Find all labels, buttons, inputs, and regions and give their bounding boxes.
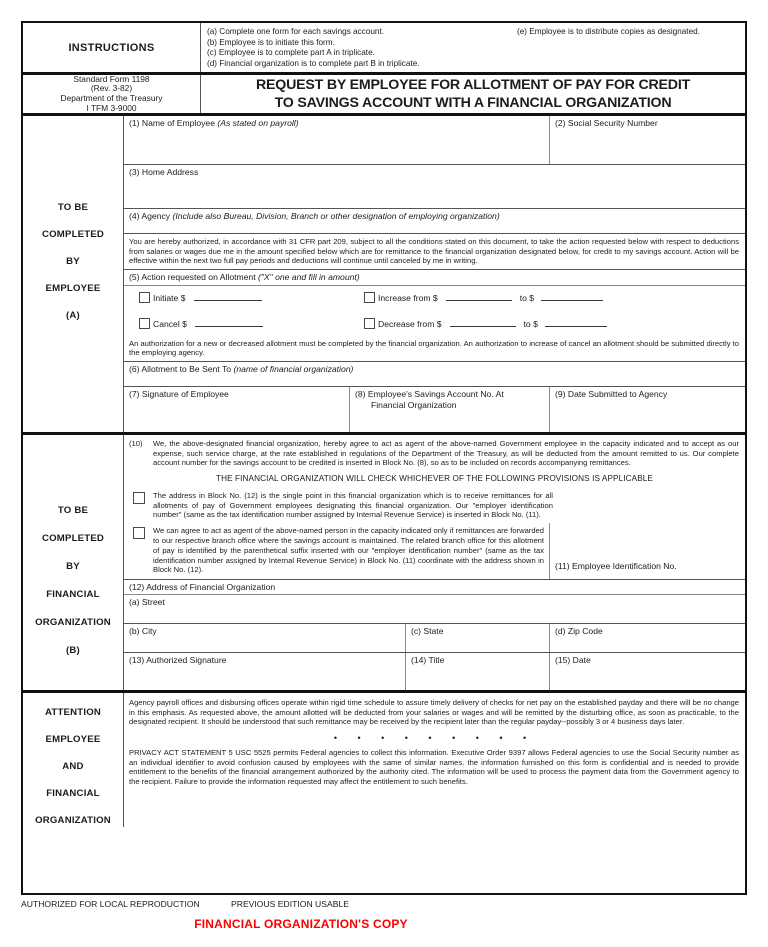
row-authorized-signature-title-date bbox=[124, 653, 745, 690]
attention-label-line-2: EMPLOYEE bbox=[45, 734, 101, 746]
authorization-paragraph: You are hereby authorized, in accordance with 31 CFR part 209, subject to all the conditions stated on this document, to take the action requested below with respect to deductions from salaries or wages due me in the amount specified below which are for remittance to the financial organization designated below, for credit to my savings account. Action will be effective within the next two full pay periods and deductions will continue until canceled by me in writing. bbox=[124, 234, 745, 270]
attention-label-line-3: AND bbox=[62, 761, 84, 773]
field-5-header bbox=[124, 270, 745, 286]
instructions-body bbox=[201, 23, 745, 72]
provision-1-text: The address in Block No. (12) is the single point in this financial organization which is to receive remittances for all allotments of pay of Government employees designating this financial organization. Our "employer identification number" (same as the tax identification number assigned by Internal Revenue Service) is inserted in Block No. (11). bbox=[153, 490, 553, 520]
field-12c-label: (c) State bbox=[411, 626, 444, 637]
action-row-cancel-decrease bbox=[124, 311, 745, 337]
instruction-item-b: (b) Employee is to initiate this form. bbox=[207, 37, 335, 47]
instruction-item-a: (a) Complete one form for each savings account. bbox=[207, 27, 385, 36]
instructions-heading: INSTRUCTIONS bbox=[68, 41, 155, 54]
field-employee-identification-no[interactable] bbox=[550, 523, 745, 579]
provision-1[interactable] bbox=[124, 488, 745, 523]
initiate-amount-line[interactable] bbox=[194, 292, 262, 301]
initiate-label: Initiate $ bbox=[153, 293, 186, 304]
field-8-label-line1: (8) Employee's Savings Account No. At bbox=[355, 388, 504, 399]
field-date-submitted[interactable] bbox=[550, 387, 745, 432]
cancel-label: Cancel $ bbox=[153, 318, 187, 329]
attention-section bbox=[23, 693, 745, 827]
row-name-ssn bbox=[124, 116, 745, 165]
section-a-side-label bbox=[23, 116, 124, 432]
copy-designation: FINANCIAL ORGANIZATION'S COPY bbox=[194, 917, 408, 931]
form-number: Standard Form 1198 bbox=[73, 73, 150, 84]
field-title[interactable] bbox=[406, 653, 550, 690]
form-outer-frame bbox=[21, 21, 747, 895]
field-13-label: (13) Authorized Signature bbox=[129, 655, 227, 666]
instructions-right-column bbox=[507, 27, 739, 72]
decrease-checkbox[interactable] bbox=[364, 318, 375, 329]
field-10-paragraph: We, the above-designated financial organization, hereby agree to act as agent of the above-named Government employee in the capacity indicated and to accept as our expense, such service charge, at the rate established in regulations of the Department of the Treasury, as will be deducted from the amount remitted to us. Our complete account number for the savings account to be credited is inserted in Block No. (8), so as to be included on records accompanying remittances. bbox=[153, 438, 739, 468]
form-reference: I TFM 3-9000 bbox=[86, 102, 137, 113]
field-4-label: (4) Agency bbox=[129, 211, 173, 221]
form-footer bbox=[21, 899, 747, 931]
section-b-label-line-3: BY bbox=[66, 560, 80, 572]
privacy-act-statement: PRIVACY ACT STATEMENT 5 USC 5525 permits Federal agencies to collect this information. Executive Order 9397 allows Federal agencies to use the Social Security number as an individual identifier to avoid confusion caused by employees with the same of similar names. the information furnished on this form is confidential and is needed to provide entitlement to the benefits of the financial arrangement authorized by the authority cited. The information will be used to process the payment data from the Government agency to the recipient. Failure to provide the information requested may affect the entitlement to such benefits. bbox=[129, 747, 739, 786]
field-4-italic: (Include also Bureau, Division, Branch or other designation of employing organization) bbox=[172, 211, 500, 221]
instruction-item-c: (c) Employee is to complete part A in triplicate. bbox=[207, 48, 375, 57]
attention-label-line-1: ATTENTION bbox=[45, 707, 101, 719]
field-12d-label: (d) Zip Code bbox=[555, 626, 603, 637]
field-date[interactable] bbox=[550, 653, 745, 690]
decrease-to-label: to $ bbox=[523, 318, 538, 329]
field-name-of-employee[interactable] bbox=[124, 116, 550, 164]
field-state[interactable] bbox=[406, 624, 550, 652]
field-15-label: (15) Date bbox=[555, 655, 591, 666]
increase-to-amount-line[interactable] bbox=[541, 292, 603, 301]
field-3-label: (3) Home Address bbox=[129, 167, 199, 177]
section-b-label-line-6: (B) bbox=[66, 644, 80, 656]
allotment-note: An authorization for a new or decreased allotment must be completed by the financial organization. An authorization to increase of cancel an allotment should be submitted directly to the employing agency. bbox=[124, 337, 745, 362]
increase-checkbox[interactable] bbox=[364, 292, 375, 303]
section-b-label-line-5: ORGANIZATION bbox=[35, 616, 111, 628]
form-revision: (Rev. 3-82) bbox=[90, 83, 133, 94]
attention-side-label bbox=[23, 693, 124, 827]
increase-to-label: to $ bbox=[519, 293, 535, 304]
field-6-italic: (name of financial organization) bbox=[233, 363, 354, 374]
field-12-label: (12) Address of Financial Organization bbox=[129, 582, 276, 593]
previous-edition-text: PREVIOUS EDITION USABLE bbox=[231, 899, 349, 909]
field-12a-label: (a) Street bbox=[129, 597, 165, 608]
field-savings-account-number[interactable] bbox=[350, 387, 550, 432]
field-1-label: (1) Name of Employee bbox=[129, 118, 218, 128]
decrease-from-amount-line[interactable] bbox=[450, 318, 516, 327]
field-7-label: (7) Signature of Employee bbox=[129, 388, 229, 399]
provision-1-checkbox[interactable] bbox=[133, 492, 145, 504]
attention-label-line-4: FINANCIAL bbox=[46, 788, 100, 800]
field-9-label: (9) Date Submitted to Agency bbox=[555, 388, 668, 399]
instructions-block bbox=[23, 23, 745, 75]
attention-paragraph-1: Agency payroll offices and disbursing offices operate within rigid time schedule to assure timely delivery of checks for net pay on the established payday and there will be no change in this emphasis. As requested above, the amount allotted will be deducted from your salaries or wages and will be remitted by the disturbing office, as soon as practicable, to the designated recipient. It should be understood that such remittance may be received by the recipient later than the regular payday--possibly 3 or 4 business days later. bbox=[129, 698, 739, 727]
option-cancel[interactable] bbox=[139, 318, 364, 330]
decrease-to-amount-line[interactable] bbox=[545, 318, 607, 327]
field-agency[interactable] bbox=[124, 209, 745, 234]
row-city-state-zip bbox=[124, 624, 745, 653]
section-b-label-line-1: TO BE bbox=[57, 504, 89, 516]
row-signature-account-date bbox=[124, 387, 745, 432]
instruction-item-e: (e) Employee is to distribute copies as designated. bbox=[517, 27, 700, 36]
provision-2-checkbox[interactable] bbox=[133, 527, 145, 539]
form-department: Department of the Treasury bbox=[60, 93, 163, 103]
decrease-from-label: Decrease from $ bbox=[378, 318, 442, 329]
field-12-header bbox=[124, 580, 745, 595]
title-block bbox=[23, 75, 745, 116]
instructions-heading-cell bbox=[23, 23, 201, 72]
field-5-italic: ("X" one and fill in amount) bbox=[257, 271, 360, 282]
section-b-label-line-2: COMPLETED bbox=[41, 532, 105, 544]
section-b-side-label bbox=[23, 435, 124, 690]
initiate-checkbox[interactable] bbox=[139, 292, 150, 303]
option-initiate[interactable] bbox=[139, 292, 364, 304]
provision-2-row bbox=[124, 523, 745, 580]
field-signature-of-employee[interactable] bbox=[124, 387, 350, 432]
field-10-number: (10) bbox=[129, 438, 143, 448]
field-home-address[interactable] bbox=[124, 165, 745, 209]
attention-label-line-5: ORGANIZATION bbox=[35, 815, 111, 827]
authorized-reproduction-text: AUTHORIZED FOR LOCAL REPRODUCTION bbox=[21, 899, 200, 909]
cancel-checkbox[interactable] bbox=[139, 318, 150, 329]
field-zip-code[interactable] bbox=[550, 624, 745, 652]
field-12b-label: (b) City bbox=[129, 626, 157, 637]
option-decrease[interactable] bbox=[364, 318, 607, 330]
section-b-label-line-4: FINANCIAL bbox=[46, 588, 100, 600]
field-14-label: (14) Title bbox=[411, 655, 445, 666]
field-allotment-sent-to[interactable] bbox=[124, 362, 745, 387]
instructions-left-column bbox=[207, 27, 507, 72]
field-8-label-line2: Financial Organization bbox=[371, 399, 457, 410]
field-authorized-signature[interactable] bbox=[124, 653, 406, 690]
attention-separator: • • • • • • • • • bbox=[333, 732, 536, 743]
form-title-line1: REQUEST BY EMPLOYEE FOR ALLOTMENT OF PAY FOR CREDIT bbox=[255, 77, 691, 93]
field-10-agreement bbox=[124, 435, 745, 470]
provision-2[interactable] bbox=[124, 523, 550, 579]
section-b-body bbox=[124, 435, 745, 690]
option-increase[interactable] bbox=[364, 292, 603, 304]
section-a-label-line-3: BY bbox=[66, 256, 80, 267]
form-title bbox=[201, 75, 745, 113]
increase-from-amount-line[interactable] bbox=[446, 292, 512, 301]
section-a-label-line-5: (A) bbox=[66, 310, 80, 321]
section-a-label-line-2: COMPLETED bbox=[41, 229, 105, 240]
form-title-line2: TO SAVINGS ACCOUNT WITH A FINANCIAL ORGANIZATION bbox=[274, 95, 672, 111]
field-2-label: (2) Social Security Number bbox=[555, 118, 658, 128]
instruction-item-d: (d) Financial organization is to complete part B in triplicate. bbox=[207, 58, 420, 68]
field-11-label: (11) Employee Identification No. bbox=[555, 561, 677, 572]
footer-top-row bbox=[21, 899, 747, 909]
increase-from-label: Increase from $ bbox=[378, 293, 438, 304]
field-social-security-number[interactable] bbox=[550, 116, 745, 164]
section-a-label-line-1: TO BE bbox=[57, 202, 89, 213]
field-city[interactable] bbox=[124, 624, 406, 652]
section-a-body bbox=[124, 116, 745, 432]
field-1-italic: (As stated on payroll) bbox=[217, 118, 299, 128]
form-identification bbox=[23, 75, 201, 113]
section-a bbox=[23, 116, 745, 435]
field-5-label: (5) Action requested on Allotment bbox=[129, 271, 258, 282]
provisions-heading: THE FINANCIAL ORGANIZATION WILL CHECK WHICHEVER OF THE FOLLOWING PROVISIONS IS APPLICABLE bbox=[216, 473, 653, 483]
field-street[interactable] bbox=[124, 595, 745, 624]
section-a-label-line-4: EMPLOYEE bbox=[45, 283, 101, 294]
action-row-initiate-increase bbox=[124, 286, 745, 311]
attention-body bbox=[124, 693, 745, 827]
section-b bbox=[23, 435, 745, 693]
provision-2-text: We can agree to act as agent of the above-named person in the capacity indicated only if remittances are forwarded to our respective branch office where the savings account is maintained. The related branch office for this allotment of pay is identified by the parenthetical suffix inserted with our "employer identification number" (same as the tax identification number assigned by Internal Revenue Service) in Block No. (11) coordinate with the address shown in Block No. (12). bbox=[153, 526, 544, 575]
cancel-amount-line[interactable] bbox=[195, 318, 263, 327]
field-6-label: (6) Allotment to Be Sent To bbox=[129, 363, 234, 374]
